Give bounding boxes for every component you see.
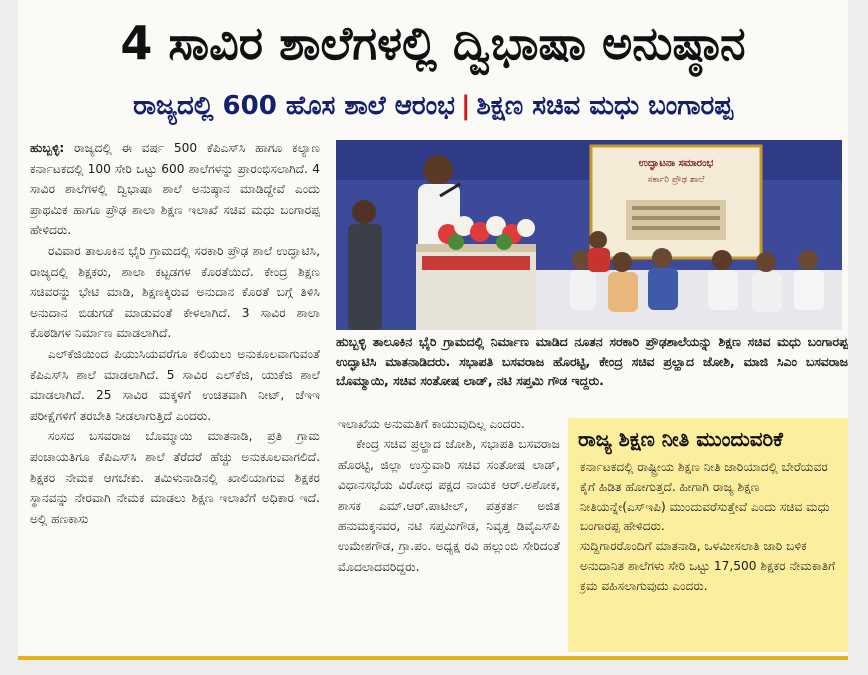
- sidebar-body: [568, 456, 848, 597]
- newspaper-page: [18, 0, 848, 660]
- event-photo: [336, 140, 842, 330]
- subhead-left: ರಾಜ್ಯದಲ್ಲಿ 600 ಹೊಸ ಶಾಲೆ ಆರಂಭ: [133, 91, 455, 121]
- sidebar-paragraph: ಕರ್ನಾಟಕದಲ್ಲಿ ರಾಷ್ಟ್ರೀಯ ಶಿಕ್ಷಣ ನೀತಿ ಜಾರಿಯಾದಲ್ಲಿ ಬೇರೆಯವರ ಕೈಗೆ ಹಿಡಿತ ಹೋಗುತ್ತದೆ. ಹೀಗಾಗಿ ರಾಜ್ಯ ಶಿಕ್ಷಣ ನೀತಿಯನ್ನೇ(ಎಸ್‌ಇಪಿ) ಮುಂದುವರೆಸುತ್ತೇವೆ ಎಂದು ಸಚಿವ ಮಧು ಬಂಗಾರಪ್ಪ ಹೇಳಿದರು.: [580, 460, 830, 534]
- article-column-left: [30, 138, 320, 648]
- speaker: [423, 155, 453, 185]
- article-paragraph: [30, 138, 320, 241]
- photo-caption: ಹುಬ್ಬಳ್ಳಿ ತಾಲೂಕಿನ ಭೈರಿ ಗ್ರಾಮದಲ್ಲಿ ನಿರ್ಮಾಣ ಮಾಡಿದ ನೂತನ ಸರಕಾರಿ ಪ್ರೌಢಶಾಲೆಯನ್ನು ಶಿಕ್ಷಣ ಸಚಿವ ಮಧು ಬಂಗಾರಪ್ಪ ಉದ್ಘಾಟಿಸಿ ಮಾತನಾಡಿದರು. ಸಭಾಪತಿ ಬಸವರಾಜ ಹೊರಟ್ಟಿ, ಕೇಂದ್ರ ಸಚಿವ ಪ್ರಲ್ಹಾದ ಜೋಶಿ, ಮಾಜಿ ಸಿಎಂ ಬಸವರಾಜ ಬೊಮ್ಮಾಯಿ, ಸಚಿವ ಸಂತೋಷ ಲಾಡ್, ನಟಿ ಸಪ್ತಮಿ ಗೌಡ ಇದ್ದರು.: [336, 334, 848, 389]
- paragraph-text: ರಾಜ್ಯದಲ್ಲಿ ಈ ವರ್ಷ 500 ಕೆಪಿಎಸ್‌ಸಿ ಹಾಗೂ ಕಲ್ಯಾಣ ಕರ್ನಾಟಕದಲ್ಲಿ 100 ಸೇರಿ ಒಟ್ಟು 600 ಶಾಲೆಗಳನ್ನು ಪ್ರಾರಂಭಿಸಲಾಗಿದೆ. 4 ಸಾವಿರ ಶಾಲೆಗಳಲ್ಲಿ ದ್ವಿಭಾಷಾ ಶಾಲೆ ಅನುಷ್ಠಾನ ಮಾಡಿದ್ದೇವೆ ಎಂದು ಪ್ರಾಥಮಿಕ ಹಾಗೂ ಪ್ರೌಢ ಶಾಲಾ ಶಿಕ್ಷಣ ಇಲಾಖೆ ಸಚಿವ ಮಧು ಬಂಗಾರಪ್ಪ ಹೇಳಿದರು.: [30, 141, 320, 238]
- banner-title: ಉದ್ಘಾಟನಾ ಸಮಾರಂಭ: [638, 158, 714, 169]
- article-column-middle: [338, 414, 560, 654]
- sidebar-title: ರಾಜ್ಯ ಶಿಕ್ಷಣ ನೀತಿ ಮುಂದುವರಿಕೆ: [578, 427, 783, 451]
- article-paragraph: ಕೇಂದ್ರ ಸಚಿವ ಪ್ರಲ್ಹಾದ ಜೋಶಿ, ಸಭಾಪತಿ ಬಸವರಾಜ ಹೊರಟ್ಟಿ, ಜಿಲ್ಲಾ ಉಸ್ತುವಾರಿ ಸಚಿವ ಸಂತೋಷ ಲಾಡ್, ವಿಧಾನಸಭೆಯ ವಿರೋಧ ಪಕ್ಷದ ನಾಯಕ ಆರ್.ಅಶೋಕ, ಶಾಸಕ ಎಮ್.ಆರ್.ಪಾಟೀಲ್, ಪತ್ರಕರ್ತ ಅಜಿತ ಹನುಮಕ್ಕನವರ, ನಟಿ ಸಪ್ತಮಿಗೌಡ, ನಿವೃತ್ತ ಡಿವೈಎಸ್‌ಪಿ ಉಮೇಶಗೌಡ, ಗ್ರಾ.ಪಂ. ಅಧ್ಯಕ್ಷ ರವಿ ಹಲ್ಲುಂಬಿ ಸೇರಿದಂತೆ ಮೊದಲಾದವರಿದ್ದರು.: [338, 437, 560, 574]
- banner-subtitle: ಸರ್ಕಾರಿ ಪ್ರೌಢ ಶಾಲೆ: [647, 175, 705, 185]
- article-paragraph: ಇಲಾಖೆಯ ಅನುಮತಿಗೆ ಕಾಯುವುದಿಲ್ಲ ಎಂದರು.: [338, 417, 525, 431]
- dateline: ಹುಬ್ಬಳ್ಳಿ:: [30, 141, 65, 155]
- article-paragraph: ಸಂಸದ ಬಸವರಾಜ ಬೊಮ್ಮಾಯಿ ಮಾತನಾಡಿ, ಪ್ರತಿ ಗ್ರಾಮ ಪಂಚಾಯತಿಗೂ ಕೆಪಿಎಸ್‌ಸಿ ಶಾಲೆ ತೆರೆದರೆ ಹೆಚ್ಚು ಅನುಕೂಲವಾಗಲಿದೆ. ಶಿಕ್ಷಕರ ನೇಮಕ ಆಗಬೇಕು. ತಮಿಳುನಾಡಿನಲ್ಲಿ ಖಾಲಿಯಾಗುವ ಶಿಕ್ಷಕರ ಸ್ಥಾನವನ್ನು ನೇರವಾಗಿ ನೇಮಕ ಮಾಡಲು ಶಿಕ್ಷಣ ಇಲಾಖೆಗೆ ಅಧಿಕಾರ ಇದೆ. ಅಲ್ಲಿ ಹಣಕಾಸು: [30, 429, 320, 526]
- subheadline: [18, 84, 848, 128]
- sidebar-box: [568, 418, 848, 652]
- article-paragraph: ರವಿವಾರ ತಾಲೂಕಿನ ಭೈರಿ ಗ್ರಾಮದಲ್ಲಿ ಸರಕಾರಿ ಪ್ರೌಢ ಶಾಲೆ ಉದ್ಘಾಟಿಸಿ, ರಾಜ್ಯದಲ್ಲಿ ಶಿಕ್ಷಕರು, ಶಾಲಾ ಕಟ್ಟಡಗಳ ಕೊರತೆಯಿದೆ. ಕೇಂದ್ರ ಶಿಕ್ಷಣ ಸಚಿವರನ್ನು ಭೇಟಿ ಮಾಡಿ, ಶಿಕ್ಷಣಕ್ಕಿರುವ ಅನುದಾನ ಕೊರತೆ ಬಗ್ಗೆ ತಿಳಿಸಿ ಅನುದಾನ ಬಿಡುಗಡೆ ಮಾಡುವಂತೆ ಕೇಳಲಾಗಿದೆ. 3 ಸಾವಿರ ಶಾಲಾ ಕೊಠಡಿಗಳ ನಿರ್ಮಾಣ ಮಾಡಲಾಗಿದೆ.: [30, 243, 320, 341]
- photo-illustration: [336, 140, 842, 330]
- subhead-separator: |: [460, 91, 471, 121]
- article-paragraph: ಎಲ್‌ಕೆಜಿಯಿಂದ ಪಿಯುಸಿಯವರೆಗೂ ಕಲಿಯಲು ಅನುಕೂಲವಾಗುವಂತೆ ಕೆಪಿಎಸ್‌ಸಿ ಶಾಲೆ ಮಾಡಲಾಗಿದೆ. 5 ಸಾವಿರ ಎಲ್‌ಕೆಜಿ, ಯುಕೆಜಿ ಶಾಲೆ ಮಾಡಲಾಗಿದೆ. 25 ಸಾವಿರ ಮಕ್ಕಳಿಗೆ ಉಚಿತವಾಗಿ ನೀಟ್, ಜೆಇಇ ಪರೀಕ್ಷೆಗಳಿಗೆ ತರಬೇತಿ ನೀಡಲಾಗುತ್ತಿದೆ ಎಂದರು.: [30, 346, 320, 423]
- headline: 4 ಸಾವಿರ ಶಾಲೆಗಳಲ್ಲಿ ದ್ವಿಭಾಷಾ ಅನುಷ್ಠಾನ: [120, 16, 746, 70]
- sidebar-paragraph: ಸುದ್ದಿಗಾರರೊಂದಿಗೆ ಮಾತನಾಡಿ, ಒಳಮೀಸಲಾತಿ ಜಾರಿ ಬಳಿಕ ಅನುದಾನಿತ ಶಾಲೆಗಳು ಸೇರಿ ಒಟ್ಟು 17,500 ಶಿಕ್ಷಕರ ನೇಮಕಾತಿಗೆ ಕ್ರಮ ವಹಿಸಲಾಗುವುದು ಎಂದರು.: [580, 539, 836, 593]
- subhead-right: ಶಿಕ್ಷಣ ಸಚಿವ ಮಧು ಬಂಗಾರಪ್ಪ: [476, 91, 733, 121]
- bottom-rule: [18, 656, 848, 660]
- standing-person: [352, 200, 376, 224]
